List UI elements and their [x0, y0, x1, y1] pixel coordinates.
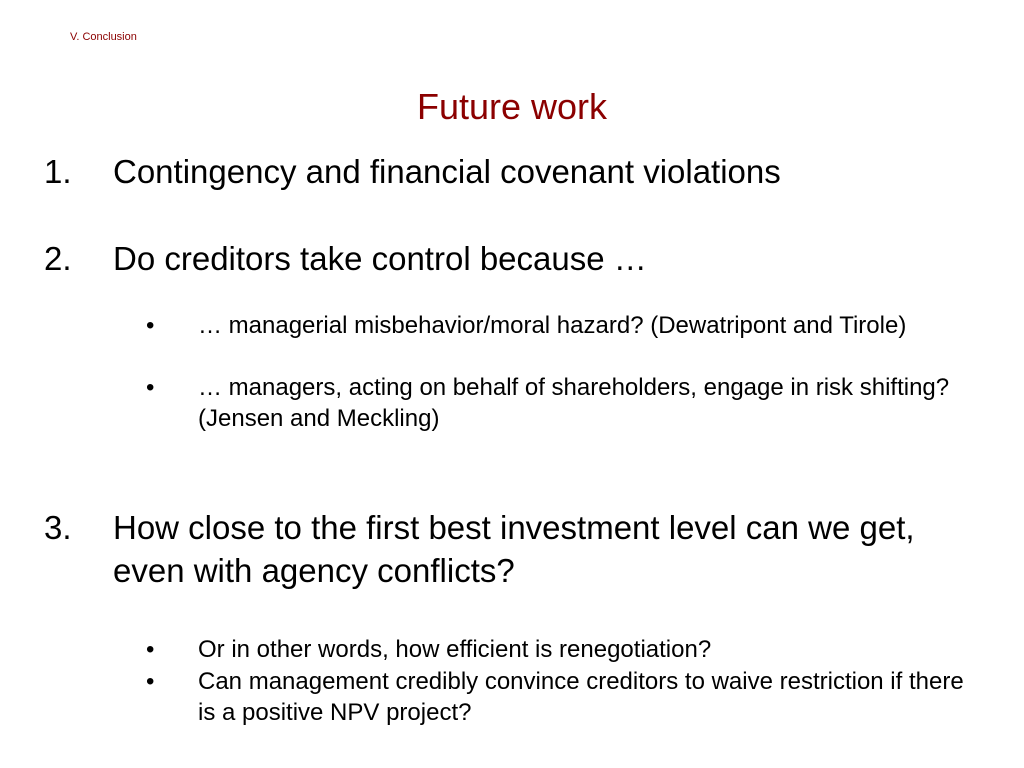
- item-number: 3.: [44, 509, 72, 546]
- item-number: 2.: [44, 240, 72, 277]
- bullet-text: … managers, acting on behalf of shareholders, engage in risk shifting? (Jensen and Meckling): [198, 374, 950, 432]
- bullet-marker: •: [146, 374, 155, 401]
- item-text: How close to the first best investment level can we get, even with agency conflicts?: [113, 509, 915, 589]
- bullet-text: Or in other words, how efficient is renegotiation?: [198, 636, 712, 663]
- item-text: Do creditors take control because …: [113, 240, 647, 277]
- bullet-text: Can management credibly convince creditors to waive restriction if there is a positive NPV project?: [198, 668, 964, 726]
- bullet-text: … managerial misbehavior/moral hazard? (Dewatripont and Tirole): [198, 312, 907, 339]
- bullet-marker: •: [146, 312, 155, 339]
- item-number: 1.: [44, 153, 72, 190]
- section-label: V. Conclusion: [70, 31, 137, 43]
- slide-title: Future work: [416, 86, 608, 127]
- bullet-marker: •: [146, 636, 155, 663]
- item-text: Contingency and financial covenant violations: [113, 153, 781, 190]
- bullet-marker: •: [146, 668, 155, 695]
